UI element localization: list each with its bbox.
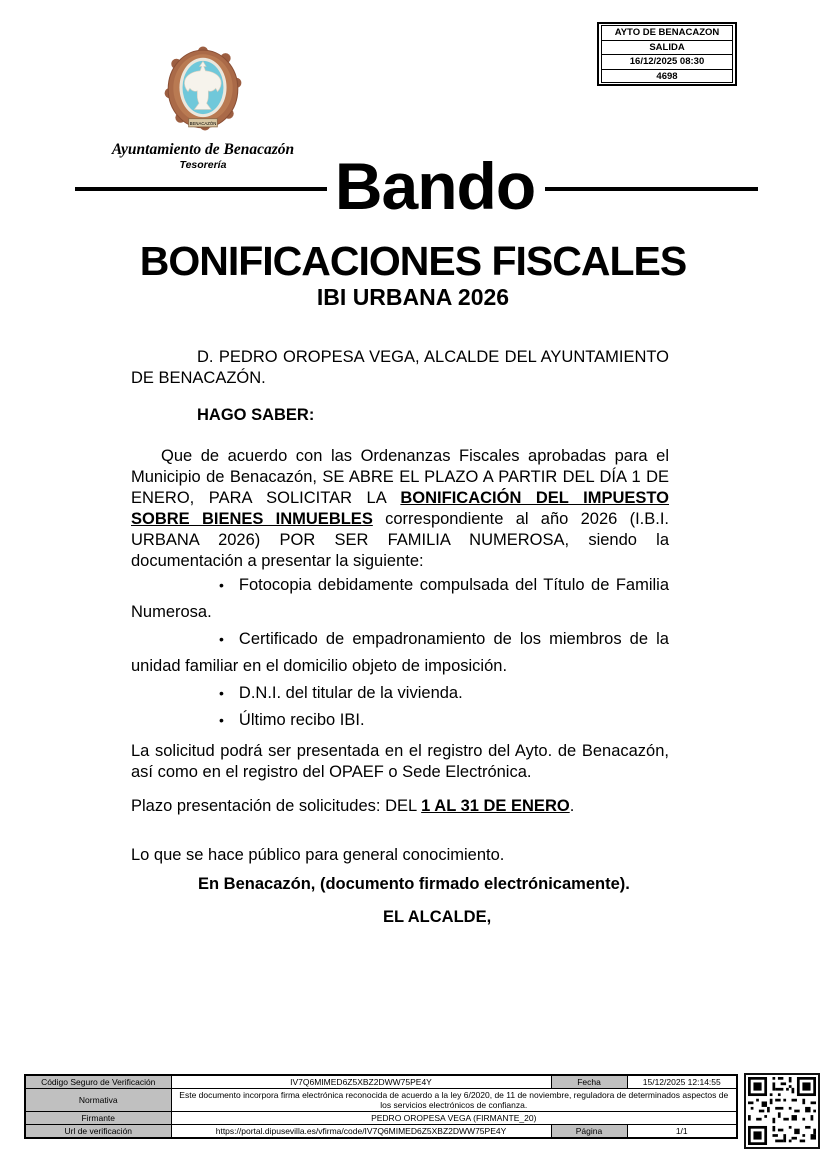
- bullet-dot: •: [219, 712, 224, 728]
- verification-table: [24, 1074, 738, 1139]
- firmante-value: PEDRO OROPESA VEGA (FIRMANTE_20): [171, 1112, 737, 1125]
- url-label: Url de verificación: [25, 1125, 171, 1139]
- table-row: [25, 1075, 737, 1089]
- bullet-text: D.N.I. del titular de la vivienda.: [238, 684, 463, 702]
- publico-paragraph: Lo que se hace público para general conocimiento.: [131, 846, 505, 864]
- hago-saber-heading: HAGO SABER:: [197, 406, 315, 424]
- department-name: Tesorería: [179, 159, 227, 171]
- table-row: [25, 1112, 737, 1125]
- firmante-label: Firmante: [25, 1112, 171, 1125]
- bullet-item-1: [131, 572, 669, 626]
- banner-rule-left: [75, 187, 327, 191]
- alcalde-line: EL ALCALDE,: [383, 908, 492, 926]
- bullet-item-4: [131, 707, 669, 734]
- stamp-number: 4698: [601, 69, 733, 84]
- header-logo-block: [108, 46, 298, 171]
- stamp-datetime: 16/12/2025 08:30: [601, 54, 733, 69]
- bullet-text: Certificado de empadronamiento de los miembros de la unidad familiar en el domicilio objeto de imposición.: [131, 630, 669, 675]
- plazo-period: .: [569, 797, 575, 815]
- intro-bold-underline: BONIFICACIÓN DEL IMPUESTO SOBRE BIENES INMUEBLES: [131, 489, 670, 528]
- table-row: [25, 1125, 737, 1139]
- qr-code: [744, 1073, 820, 1149]
- salutation-paragraph: D. PEDRO OROPESA VEGA, ALCALDE DEL AYUNTAMIENTO DE BENACAZÓN.: [131, 348, 669, 387]
- csv-value: IV7Q6MIMED6Z5XBZ2DWW75PE4Y: [171, 1075, 551, 1089]
- plazo-bold-underline: 1 AL 31 DE ENERO: [421, 797, 570, 815]
- logo-plaque-text: BENACAZÓN: [189, 120, 217, 126]
- firmado-line: En Benacazón, (documento firmado electrónicamente).: [198, 875, 630, 893]
- registry-stamp: [597, 22, 737, 86]
- bullet-item-2: [131, 626, 669, 680]
- url-value[interactable]: https://portal.dipusevilla.es/vfirma/code/IV7Q6MIMED6Z5XBZ2DWW75PE4Y: [171, 1125, 551, 1139]
- banner-rule-right: [545, 187, 758, 191]
- intro-text-before: Que de acuerdo con las Ordenanzas Fiscales aprobadas para el Municipio de Benacazón, SE ABRE EL PLAZO A PARTIR DEL DÍA 1 DE ENERO, PARA SOLICITAR LA: [131, 447, 669, 507]
- plazo-paragraph: [131, 796, 669, 817]
- csv-label: Código Seguro de Verificación: [25, 1075, 171, 1089]
- document-heading: BONIFICACIONES FISCALES: [139, 238, 687, 284]
- intro-paragraph: [131, 446, 669, 572]
- bullet-item-3: [131, 680, 669, 707]
- table-row: [25, 1089, 737, 1112]
- bullet-text: Último recibo IBI.: [238, 711, 365, 729]
- bullet-text: Fotocopia debidamente compulsada del Título de Familia Numerosa.: [131, 576, 669, 621]
- bullet-dot: •: [219, 577, 224, 593]
- pagina-label: Página: [551, 1125, 627, 1139]
- plazo-text: Plazo presentación de solicitudes: DEL: [131, 797, 422, 815]
- bullet-dot: •: [219, 631, 224, 647]
- fecha-value: 15/12/2025 12:14:55: [627, 1075, 737, 1089]
- fecha-label: Fecha: [551, 1075, 627, 1089]
- normativa-label: Normativa: [25, 1089, 171, 1112]
- document-subheading: IBI URBANA 2026: [316, 284, 510, 310]
- bullet-dot: •: [219, 685, 224, 701]
- qr-code-icon: [748, 1077, 816, 1145]
- coat-of-arms-icon: [162, 46, 244, 132]
- presentacion-paragraph: La solicitud podrá ser presentada en el registro del Ayto. de Benacazón, así como en el registro del OPAEF o Sede Electrónica.: [131, 742, 669, 781]
- pagina-value: 1/1: [627, 1125, 737, 1139]
- normativa-value: Este documento incorpora firma electrónica reconocida de acuerdo a la ley 6/2020, de 11 de noviembre, reguladora de determinados aspectos de los servicios electrónicos de confianza.: [171, 1089, 737, 1112]
- organization-name: Ayuntamiento de Benacazón: [111, 141, 295, 158]
- document-body: [131, 340, 669, 928]
- stamp-office: AYTO DE BENACAZON: [601, 25, 733, 40]
- stamp-type: SALIDA: [601, 40, 733, 55]
- banner-title: Bando: [334, 149, 536, 223]
- intro-text-after: correspondiente al año 2026 (I.B.I. URBANA 2026) POR SER FAMILIA NUMEROSA, siendo la documentación a presentar la siguiente:: [131, 510, 670, 570]
